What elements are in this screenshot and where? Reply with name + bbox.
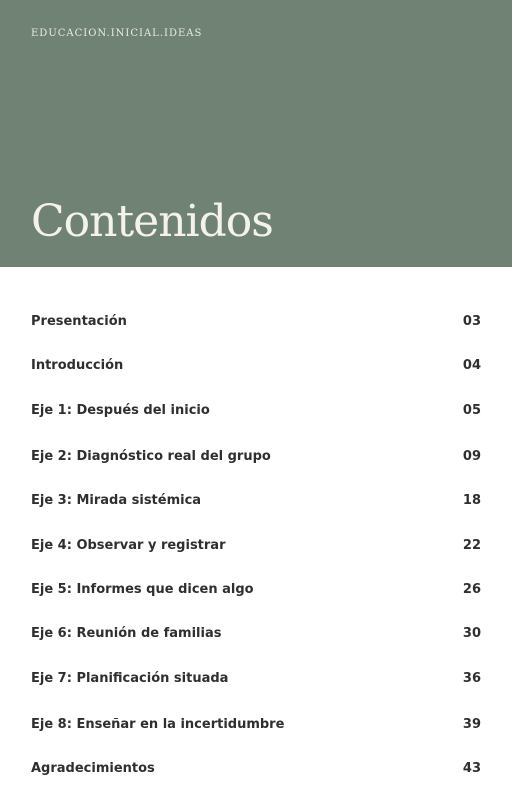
toc-label: Agradecimientos bbox=[31, 761, 155, 776]
toc-row[interactable] bbox=[31, 761, 481, 776]
header-banner bbox=[0, 0, 512, 267]
toc-row[interactable] bbox=[31, 358, 481, 373]
toc-label: Eje 8: Enseñar en la incertidumbre bbox=[31, 717, 285, 732]
toc-page-number: 30 bbox=[462, 626, 481, 641]
toc-page-number: 09 bbox=[462, 449, 481, 464]
toc-row[interactable] bbox=[31, 403, 481, 418]
toc-page-number: 39 bbox=[462, 717, 481, 732]
toc-row[interactable] bbox=[31, 314, 481, 329]
toc-label: Eje 5: Informes que dicen algo bbox=[31, 582, 254, 597]
toc-row[interactable] bbox=[31, 493, 481, 508]
toc-page-number: 26 bbox=[462, 582, 481, 597]
toc-row[interactable] bbox=[31, 626, 481, 641]
toc-page-number: 03 bbox=[462, 314, 481, 329]
toc-label: Presentación bbox=[31, 314, 127, 329]
toc-row[interactable] bbox=[31, 717, 481, 732]
toc-row[interactable] bbox=[31, 449, 481, 464]
toc-label: Eje 2: Diagnóstico real del grupo bbox=[31, 449, 271, 464]
brand-name: EDUCACION.INICIAL.IDEAS bbox=[31, 28, 203, 39]
toc-label: Eje 1: Después del inicio bbox=[31, 403, 210, 418]
page-title: Contenidos bbox=[31, 196, 273, 247]
toc-row[interactable] bbox=[31, 671, 481, 686]
toc-label: Eje 3: Mirada sistémica bbox=[31, 493, 202, 508]
toc-page-number: 18 bbox=[462, 493, 481, 508]
toc-label: Eje 6: Reunión de familias bbox=[31, 626, 222, 641]
toc-label: Eje 7: Planificación situada bbox=[31, 671, 229, 686]
toc-page-number: 04 bbox=[462, 358, 481, 373]
toc-label: Eje 4: Observar y registrar bbox=[31, 538, 226, 553]
toc-label: Introducción bbox=[31, 358, 124, 373]
toc-page-number: 05 bbox=[462, 403, 481, 418]
toc-page-number: 43 bbox=[462, 761, 481, 776]
toc-row[interactable] bbox=[31, 538, 481, 553]
toc-row[interactable] bbox=[31, 582, 481, 597]
toc-page-number: 36 bbox=[462, 671, 481, 686]
toc-page-number: 22 bbox=[462, 538, 481, 553]
